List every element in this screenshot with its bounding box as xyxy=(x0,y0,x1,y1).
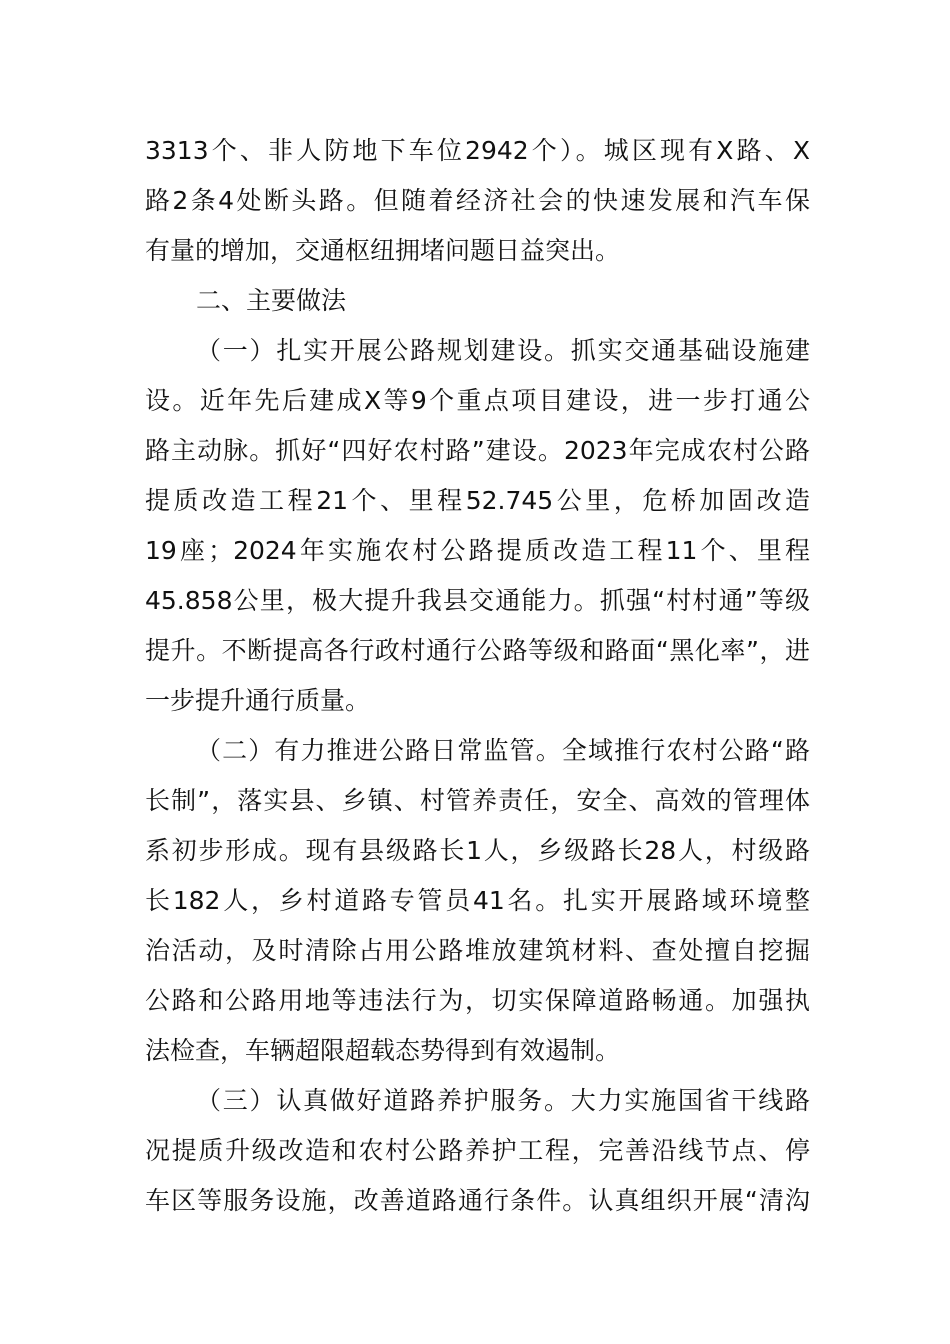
body-line: 3313个、非人防地下车位2942个）。城区现有X路、X xyxy=(145,136,810,165)
body-line: 19座；2024年实施农村公路提质改造工程11个、里程 xyxy=(145,536,810,565)
body-line: 车区等服务设施，改善道路通行条件。认真组织开展“清沟 xyxy=(145,1186,810,1215)
body-line: 45.858公里，极大提升我县交通能力。抓强“村村通”等级 xyxy=(145,586,810,615)
subsection-heading-line: （二）有力推进公路日常监管。全域推行农村公路“路 xyxy=(196,736,810,765)
subsection-heading-line: （三）认真做好道路养护服务。大力实施国省干线路 xyxy=(196,1086,810,1115)
body-line: 长制”，落实县、乡镇、村管养责任，安全、高效的管理体 xyxy=(145,786,810,815)
body-line: 治活动，及时清除占用公路堆放建筑材料、查处擅自挖掘 xyxy=(145,936,810,965)
body-line: 公路和公路用地等违法行为，切实保障道路畅通。加强执 xyxy=(145,986,810,1015)
body-line: 路2条4处断头路。但随着经济社会的快速发展和汽车保 xyxy=(145,186,810,215)
body-line: 设。近年先后建成X等9个重点项目建设，进一步打通公 xyxy=(145,386,810,415)
section-heading: 二、主要做法 xyxy=(196,286,347,315)
body-line: 有量的增加，交通枢纽拥堵问题日益突出。 xyxy=(145,236,621,265)
subsection-heading-line: （一）扎实开展公路规划建设。抓实交通基础设施建 xyxy=(196,336,810,365)
body-line: 路主动脉。抓好“四好农村路”建设。2023年完成农村公路 xyxy=(145,436,810,465)
body-line: 法检查，车辆超限超载态势得到有效遏制。 xyxy=(145,1036,621,1065)
body-line: 一步提升通行质量。 xyxy=(145,686,371,715)
body-line: 提升。不断提高各行政村通行公路等级和路面“黑化率”，进 xyxy=(145,636,810,665)
body-line: 提质改造工程21个、里程52.745公里，危桥加固改造 xyxy=(145,486,810,515)
body-line: 长182人，乡村道路专管员41名。扎实开展路域环境整 xyxy=(145,886,810,915)
body-line: 系初步形成。现有县级路长1人，乡级路长28人，村级路 xyxy=(145,836,810,865)
body-line: 况提质升级改造和农村公路养护工程，完善沿线节点、停 xyxy=(145,1136,810,1165)
